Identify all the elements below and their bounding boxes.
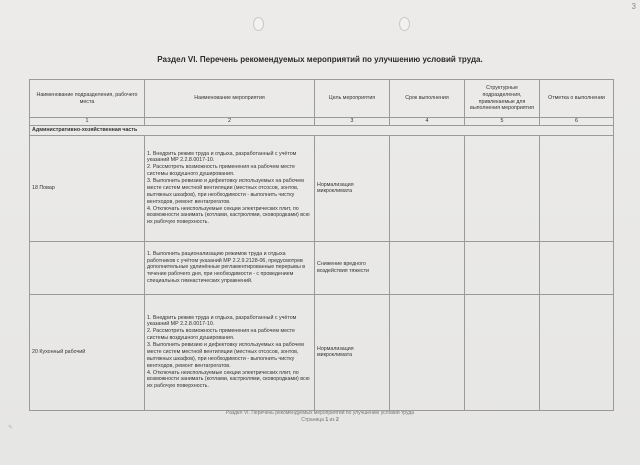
goal-cell: Нормализация микроклимата [315,135,390,241]
measure-item: 2. Рассмотреть возможность применения на рабочем месте системы воздушного душирования. [147,328,295,342]
measures-cell [145,241,315,294]
header-place: Наименование подразделения, рабочего места [30,80,145,118]
table-row [30,135,614,241]
done-mark-cell [540,135,614,241]
header-row [30,80,614,118]
page-of: из [329,417,336,423]
header-departments: Структурные подразделения, привлекаемые для выполнения мероприятия [465,80,540,118]
workplace-name: 20 Кухонный рабочий [30,294,145,410]
deadline-cell [390,135,465,241]
column-number: 6 [540,118,614,126]
departments-cell [465,241,540,294]
punch-hole-right [399,17,410,31]
measures-cell [145,135,315,241]
page-counter [0,417,640,424]
goal-cell: Снижение вредного воздействия тяжести [315,241,390,294]
column-number: 5 [465,118,540,126]
deadline-cell [390,241,465,294]
measure-item: 1. Выполнить рационализацию режимов труда и отдыха работников с учётом указаний МР 2.2.9.2128-06, предусмотрев дополнительные удлинённые регламентированные перерывы в течение рабочего дня, при необходимости - с проведением специальных гимнастических упражнений. [147,250,306,285]
header-deadline: Срок выполнения [390,80,465,118]
departments-cell [465,135,540,241]
punch-hole-left [253,17,264,31]
table-row [30,241,614,294]
measure-item: 1. Внедрить режим труда и отдыха, разработанный с учётом указаний МР 2.2.8.0017-10. [147,150,297,164]
measure-item: 4. Отключать неиспользуемые секции электрических плит, по возможности занимать (котлами, кастрюлями, сковородками) всю их рабочую поверхность. [147,205,310,226]
measure-item: 2. Рассмотреть возможность применения на рабочем месте системы воздушного душирования. [147,164,295,178]
column-number: 4 [390,118,465,126]
table-row [30,294,614,410]
workplace-name [30,241,145,294]
page-label: Страница [301,417,326,423]
column-number: 1 [30,118,145,126]
goal-cell: Нормализация микроклимата [315,294,390,410]
workplace-name: 18 Повар [30,135,145,241]
measure-item: 3. Выполнить ревизию и дефектовку используемых на рабочем месте систем местной вентиляции (местных отсосов, зонтов, вытяжных шкафов), при необходимости - выполнить чистку вентходов, ремонт вентагрегатов. [147,342,304,369]
scan-stamp-mark: ✎ [8,425,14,431]
header-goal: Цель мероприятия [315,80,390,118]
column-number-row [30,118,614,126]
footer-title: Раздел VI. Перечень рекомендуемых мероприятий по улучшению условий труда [225,410,415,416]
measures-table [29,79,614,411]
measure-item: 1. Внедрить режим труда и отдыха, разработанный с учётом указаний МР 2.2.8.0017-10. [147,314,297,328]
deadline-cell [390,294,465,410]
page-title: Раздел VI. Перечень рекомендуемых мероприятий по улучшению условий труда. [157,55,483,64]
page-current: 1 [325,417,330,423]
section-title: Административно-хозяйственная часть [30,125,614,135]
done-mark-cell [540,241,614,294]
measure-item: 4. Отключать неиспользуемые секции электрических плит, по возможности занимать (котлами, кастрюлями, сковородками) всю их рабочую поверхность. [147,369,310,390]
page-total: 2 [335,417,339,423]
corner-mark: 3 [631,2,636,11]
done-mark-cell [540,294,614,410]
section-row [30,125,614,135]
column-number: 3 [315,118,390,126]
header-measure: Наименование мероприятия [145,80,315,118]
header-done-mark: Отметка о выполнении [540,80,614,118]
measures-cell [145,294,315,410]
measure-item: 3. Выполнить ревизию и дефектовку используемых на рабочем месте систем местной вентиляции (местных отсосов, зонтов, вытяжных шкафов), при необходимости - выполнить чистку вентходов, ремонт вентагрегатов. [147,178,304,205]
column-number: 2 [145,118,315,126]
departments-cell [465,294,540,410]
page-footer [0,410,640,424]
